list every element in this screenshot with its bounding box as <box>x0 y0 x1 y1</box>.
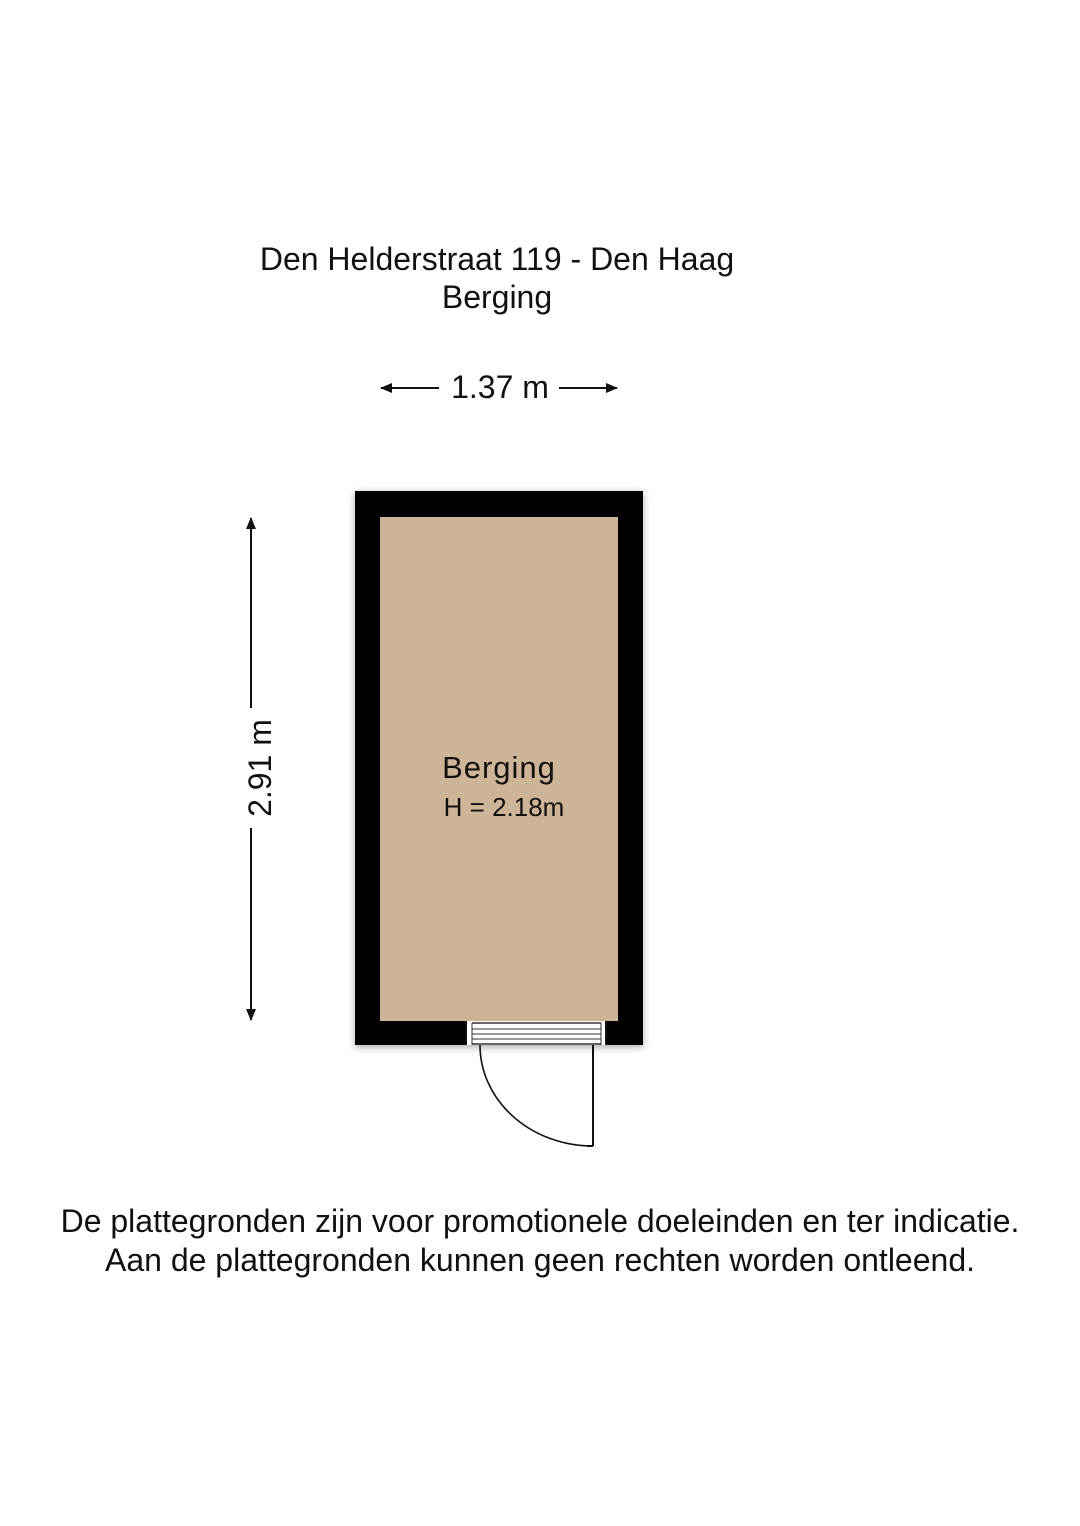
disclaimer-line-1: De plattegronden zijn voor promotionele doeleinden en ter indicatie. <box>60 1203 1020 1239</box>
floor-title: Berging <box>441 279 553 315</box>
room-height: H = 2.18m <box>443 792 565 822</box>
door-opening <box>466 1021 607 1045</box>
length-dimension-label: 2.91 m <box>242 719 278 817</box>
room-name: Berging <box>442 750 556 785</box>
width-dimension-label: 1.37 m <box>451 369 549 405</box>
disclaimer-line-2: Aan de plattegronden kunnen geen rechten worden ontleend. <box>104 1242 975 1278</box>
disclaimer <box>0 1202 1080 1280</box>
address-title: Den Helderstraat 119 - Den Haag <box>259 241 735 277</box>
door-swing <box>480 1045 593 1146</box>
